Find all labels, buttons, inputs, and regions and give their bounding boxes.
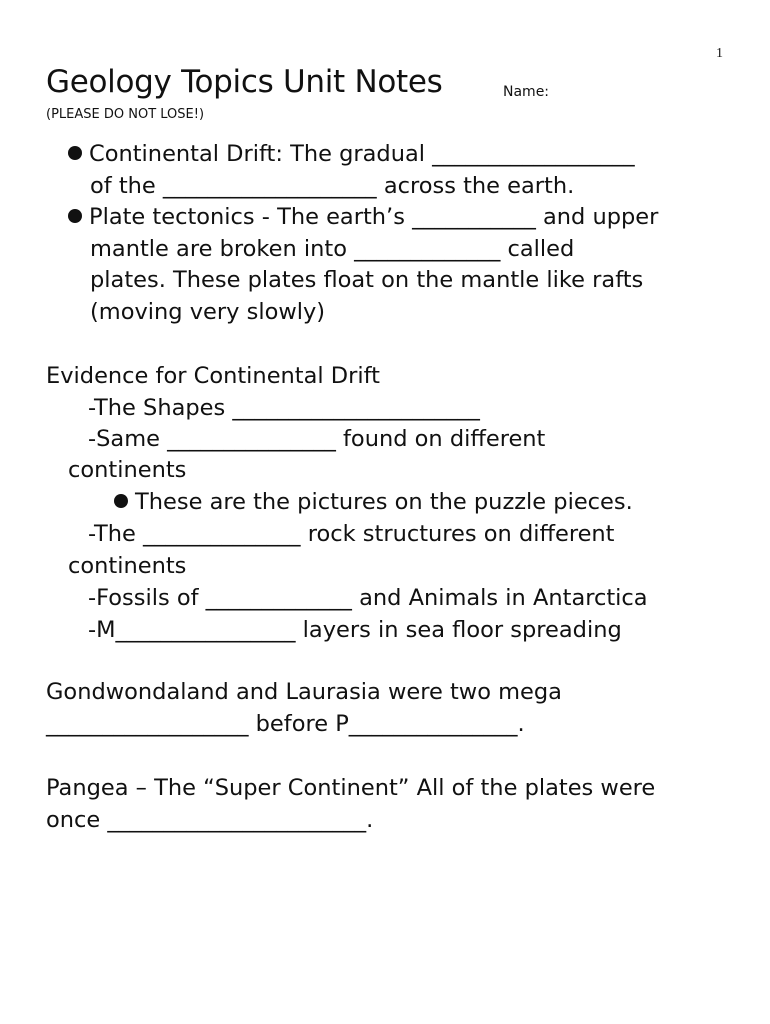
evidence-heading: Evidence for Continental Drift — [46, 363, 380, 389]
gondwana-line1: Gondwondaland and Laurasia were two mega — [46, 679, 562, 705]
evidence-rock-line1: -The ______________ rock structures on different — [88, 521, 615, 547]
continental-drift-line1: Continental Drift: The gradual __________________ — [89, 141, 635, 167]
plate-tectonics-line3: plates. These plates float on the mantle like rafts — [90, 267, 644, 293]
pangea-line2: once _______________________. — [46, 807, 374, 833]
plate-tectonics-line2: mantle are broken into _____________ called — [90, 236, 575, 262]
continental-drift-bullet — [68, 139, 635, 171]
evidence-shapes: -The Shapes ______________________ — [88, 395, 480, 421]
continental-drift-line2: of the ___________________ across the earth. — [90, 173, 575, 199]
plate-tectonics-line1: Plate tectonics - The earth’s ___________ and upper — [89, 204, 659, 230]
evidence-magnetic: -M________________ layers in sea floor spreading — [88, 617, 622, 643]
pangea-line1: Pangea – The “Super Continent” All of the plates were — [46, 775, 656, 801]
gondwana-line2: __________________ before P_______________. — [46, 711, 525, 737]
page-title: Geology Topics Unit Notes — [46, 64, 443, 100]
title-row — [46, 64, 442, 100]
evidence-rock-line2: continents — [68, 553, 187, 579]
plate-tectonics-bullet — [68, 202, 658, 234]
puzzle-bullet-text: These are the pictures on the puzzle pieces. — [135, 489, 633, 515]
page-number: 1 — [716, 46, 723, 61]
plate-tectonics-line4: (moving very slowly) — [90, 299, 326, 325]
evidence-fossils: -Fossils of _____________ and Animals in Antarctica — [88, 585, 648, 611]
subtitle: (PLEASE DO NOT LOSE!) — [46, 107, 205, 122]
name-label: Name: — [503, 84, 550, 100]
bullet-icon — [68, 209, 82, 223]
bullet-icon — [114, 494, 128, 508]
puzzle-bullet — [114, 487, 633, 519]
bullet-icon — [68, 146, 82, 160]
evidence-same-line1: -Same _______________ found on different — [88, 426, 546, 452]
evidence-same-line2: continents — [68, 457, 187, 483]
